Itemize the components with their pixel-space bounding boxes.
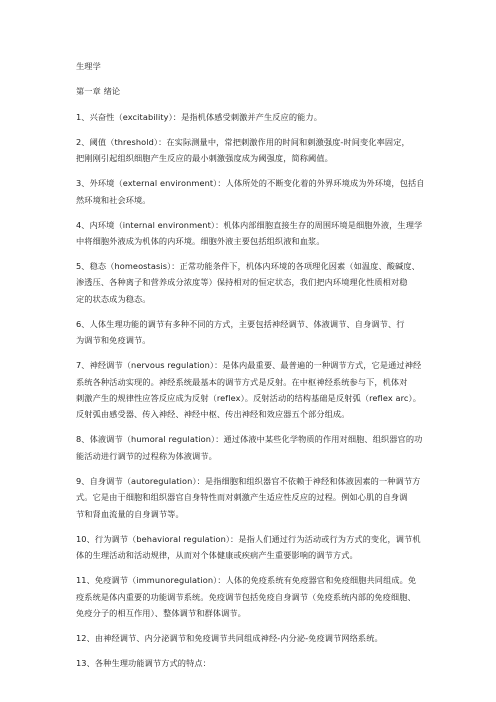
document-page — [76, 58, 425, 680]
paragraph-line: 疫系统是体内重要的功能调节系统。免疫调节包括免疫自身调节（免疫系统内部的免疫细胞、 — [76, 591, 416, 602]
paragraph-line: 刺激产生的规律性应答反应成为反射（reflex）。反射活动的结构基础是反射弧（reflex arc）。 — [76, 393, 422, 404]
paragraph — [76, 531, 422, 564]
paragraph-line: 反射弧由感受器、传入神经、神经中枢、传出神经和效应器五个部分组成。 — [76, 409, 350, 420]
paragraph-line: 体的生理活动和活动规律，从而对个体健康或疾病产生重要影响的调节方式。 — [76, 550, 358, 561]
paragraph-line: 10、行为调节（behavioral regulation）：是指人们通过行为活动或行为方式的变化，调节机 — [76, 533, 421, 544]
paragraph-line: 然环境和社会环境。 — [76, 194, 151, 205]
paragraph-line: 能活动进行调节的过程称为体液调节。 — [76, 450, 217, 461]
paragraph-line: 3、外环境（external environment）：人体所处的不断变化着的外界环境成为外环境，包括自 — [76, 178, 425, 189]
paragraph — [76, 357, 422, 423]
paragraph — [76, 431, 422, 464]
paragraph-line: 5、稳态（homeostasis）：正常功能条件下，机体内环境的各项理化因素（如温度、酸碱度、 — [76, 261, 420, 272]
paragraph-line: 2、阈值（threshold）：在实际测量中，常把刺激作用的时间和刺激强度-时间变化率固定， — [76, 136, 410, 147]
paragraph-line: 6、人体生理功能的调节有多种不同的方式，主要包括神经调节、体液调节、自身调节、行 — [76, 318, 405, 329]
chapter-heading: 第一章 绪论 — [76, 86, 121, 97]
paragraph-line: 12、由神经调节、内分泌调节和免疫调节共同组成神经-内分泌-免疫调节网络系统。 — [76, 632, 383, 643]
paragraph — [76, 258, 422, 307]
paragraph-line: 节和肾血流量的自身调节等。 — [76, 508, 184, 519]
paragraph-list — [76, 109, 425, 672]
paragraph — [76, 109, 422, 125]
paragraph-line: 免疫分子的相互作用）、整体调节和群体调节。 — [76, 607, 246, 618]
paragraph — [76, 473, 422, 522]
paragraph — [76, 175, 425, 208]
paragraph-line: 把刚刚引起组织细胞产生反应的最小刺激强度成为阈强度，简称阈值。 — [76, 153, 333, 164]
paragraph-line: 渗透压、各种离子和营养成分浓度等）保持相对的恒定状态，我们把内环境理化性质相对稳 — [76, 277, 408, 288]
document-title: 生理学 — [76, 61, 101, 71]
paragraph-line: 中将细胞外液成为机体的内环境。细胞外液主要包括组织液和血浆。 — [76, 236, 325, 247]
paragraph — [76, 630, 422, 646]
paragraph-line: 系统各种活动实现的。神经系统最基本的调节方式是反射。在中枢神经系统参与下，机体对 — [76, 376, 408, 387]
paragraph — [76, 572, 422, 621]
paragraph-line: 式。它是由于细胞和组织器官自身特性而对刺激产生适应性反应的过程。例如心肌的自身调 — [76, 492, 408, 503]
paragraph-line: 8、体液调节（humoral regulation）：通过体液中某些化学物质的作用对细胞、组织器官的功 — [76, 434, 423, 445]
paragraph — [76, 134, 422, 167]
paragraph — [76, 655, 422, 671]
paragraph-line: 定的状态成为稳态。 — [76, 293, 151, 304]
paragraph-line: 7、神经调节（nervous regulation）：是体内最重要、最普遍的一种调节方式，它是通过神经 — [76, 360, 422, 371]
paragraph-line: 13、各种生理功能调节方式的特点： — [76, 657, 211, 668]
paragraph-line: 1、兴奋性（excitability）：是指机体感受刺激并产生反应的能力。 — [76, 111, 322, 122]
paragraph — [76, 316, 422, 349]
paragraph-line: 11、免疫调节（immunoregulation）：人体的免疫系统有免疫器官和免疫细胞共同组成。免 — [76, 575, 417, 586]
paragraph — [76, 217, 422, 250]
paragraph-line: 4、内环境（internal environment）：机体内部细胞直接生存的周围环境是细胞外液，生理学 — [76, 219, 423, 230]
paragraph-line: 9、自身调节（autoregulation）：是指细胞和组织器官不依赖于神经和体液因素的一种调节方 — [76, 475, 421, 486]
paragraph-line: 为调节和免疫调节。 — [76, 335, 151, 346]
